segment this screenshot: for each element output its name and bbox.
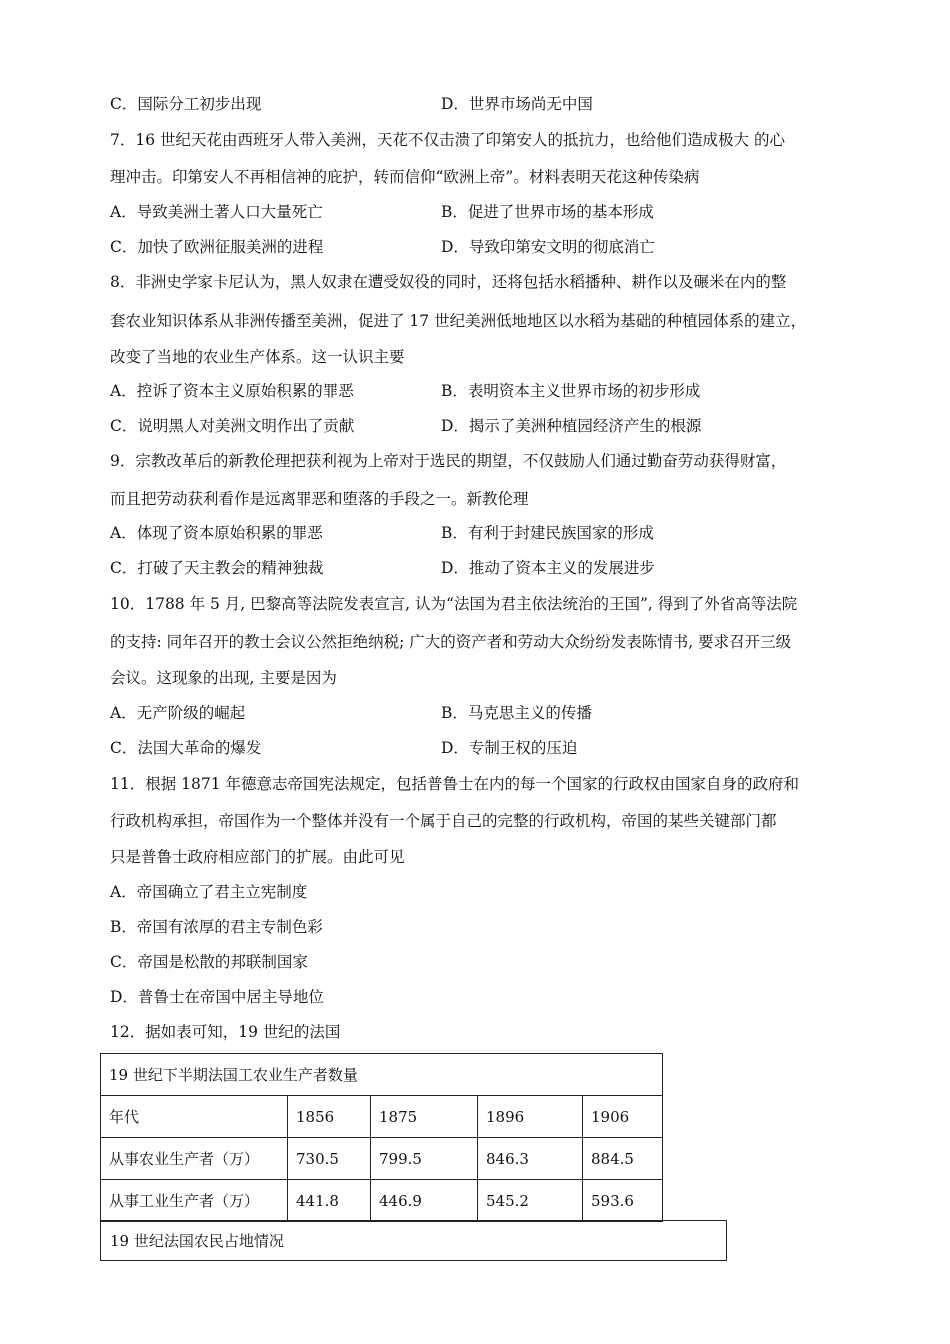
q10-option-b: B．马克思主义的传播 [441,704,592,722]
q11-option-c: C．帝国是松散的邦联制国家 [110,953,308,971]
q8-option-c: C．说明黑人对美洲文明作出了贡献 [110,417,355,435]
q8-stem-line3: 改变了当地的农业生产体系。这一认识主要 [110,348,405,366]
q9-option-a: A．体现了资本原始积累的罪恶 [110,524,323,542]
q6-option-c: C．国际分工初步出现 [110,95,262,113]
q9-option-b: B．有利于封建民族国家的形成 [441,524,654,542]
table-row [101,1180,663,1222]
q8-option-a: A．控诉了资本主义原始积累的罪恶 [110,382,354,400]
q11-stem-line3: 只是普鲁士政府相应部门的扩展。由此可见 [110,848,405,866]
q7-option-a: A．导致美洲土著人口大量死亡 [110,203,323,221]
q9-stem-line1: 9．宗教改革后的新教伦理把获利视为上帝对于选民的期望，不仅鼓励人们通过勤奋劳动获得财富， [110,452,787,470]
q6-option-d: D．世界市场尚无中国 [441,95,593,113]
q9-option-d: D．推动了资本主义的发展进步 [441,559,655,577]
table-header-cell: 年代 [101,1096,288,1138]
table-title: 19 世纪下半期法国工农业生产者数量 [101,1054,663,1096]
q7-stem-line1: 7．16 世纪天花由西班牙人带入美洲，天花不仅击溃了印第安人的抵抗力，也给他们造成极大 的心 [110,131,785,149]
q10-stem-line3: 会议。这现象的出现, 主要是因为 [110,669,337,687]
q8-stem-line2: 套农业知识体系从非洲传播至美洲，促进了 17 世纪美洲低地地区以水稻为基础的种植园体系的建立， [110,312,807,330]
table-row [101,1138,663,1180]
q8-stem-line1: 8．非洲史学家卡尼认为，黑人奴隶在遭受奴役的同时，还将包括水稻播种、耕作以及碾米在内的整 [110,273,787,291]
q10-stem-line1: 10．1788 年 5 月, 巴黎高等法院发表宣言, 认为“法国为君主依法统治的王国”, 得到了外省高等法院 [110,595,798,613]
q10-option-c: C．法国大革命的爆发 [110,739,262,757]
q10-option-d: D．专制王权的压迫 [441,739,578,757]
q8-option-d: D．揭示了美洲种植园经济产生的根源 [441,417,702,435]
q9-option-c: C．打破了天主教会的精神独裁 [110,559,324,577]
table-header-cell: 1896 [478,1096,583,1138]
table-cell: 从事工业生产者（万） [101,1180,288,1222]
q11-stem-line2: 行政机构承担，帝国作为一个整体并没有一个属于自己的完整的行政机构，帝国的某些关键部门都 [110,812,777,830]
table-header-cell: 1906 [583,1096,663,1138]
q10-stem-line2: 的支持: 同年召开的教士会议公然拒绝纳税; 广大的资产者和劳动大众纷纷发表陈情书, 要求召开三级 [110,633,792,651]
table-title-row [101,1054,663,1096]
q7-option-c: C．加快了欧洲征服美洲的进程 [110,238,324,256]
q11-option-a: A．帝国确立了君主立宪制度 [110,883,308,901]
q7-option-d: D．导致印第安文明的彻底消亡 [441,238,655,256]
table-cell: 884.5 [583,1138,663,1180]
q8-option-b: B．表明资本主义世界市场的初步形成 [441,382,701,400]
table-cell: 846.3 [478,1138,583,1180]
q11-option-d: D．普鲁士在帝国中居主导地位 [110,988,324,1006]
land-table-title: 19 世纪法国农民占地情况 [100,1220,727,1261]
q11-stem-line1: 11．根据 1871 年德意志帝国宪法规定，包括普鲁士在内的每一个国家的行政权由国家自身的政府和 [110,775,800,793]
q11-option-b: B．帝国有浓厚的君主专制色彩 [110,918,323,936]
q10-option-a: A．无产阶级的崛起 [110,704,246,722]
q7-option-b: B．促进了世界市场的基本形成 [441,203,654,221]
table-cell: 799.5 [371,1138,478,1180]
table-header-row [101,1096,663,1138]
q12-stem: 12．据如表可知，19 世纪的法国 [110,1023,341,1041]
producers-table [100,1053,663,1222]
table-header-cell: 1875 [371,1096,478,1138]
table-cell: 441.8 [288,1180,371,1222]
q7-stem-line2: 理冲击。印第安人不再相信神的庇护，转而信仰“欧洲上帝”。材料表明天花这种传染病 [110,168,700,186]
table-cell: 446.9 [371,1180,478,1222]
table-cell: 730.5 [288,1138,371,1180]
table-header-cell: 1856 [288,1096,371,1138]
table-cell: 从事农业生产者（万） [101,1138,288,1180]
q9-stem-line2: 而且把劳动获利看作是远离罪恶和堕落的手段之一。新教伦理 [110,490,529,508]
table-cell: 593.6 [583,1180,663,1222]
table-cell: 545.2 [478,1180,583,1222]
